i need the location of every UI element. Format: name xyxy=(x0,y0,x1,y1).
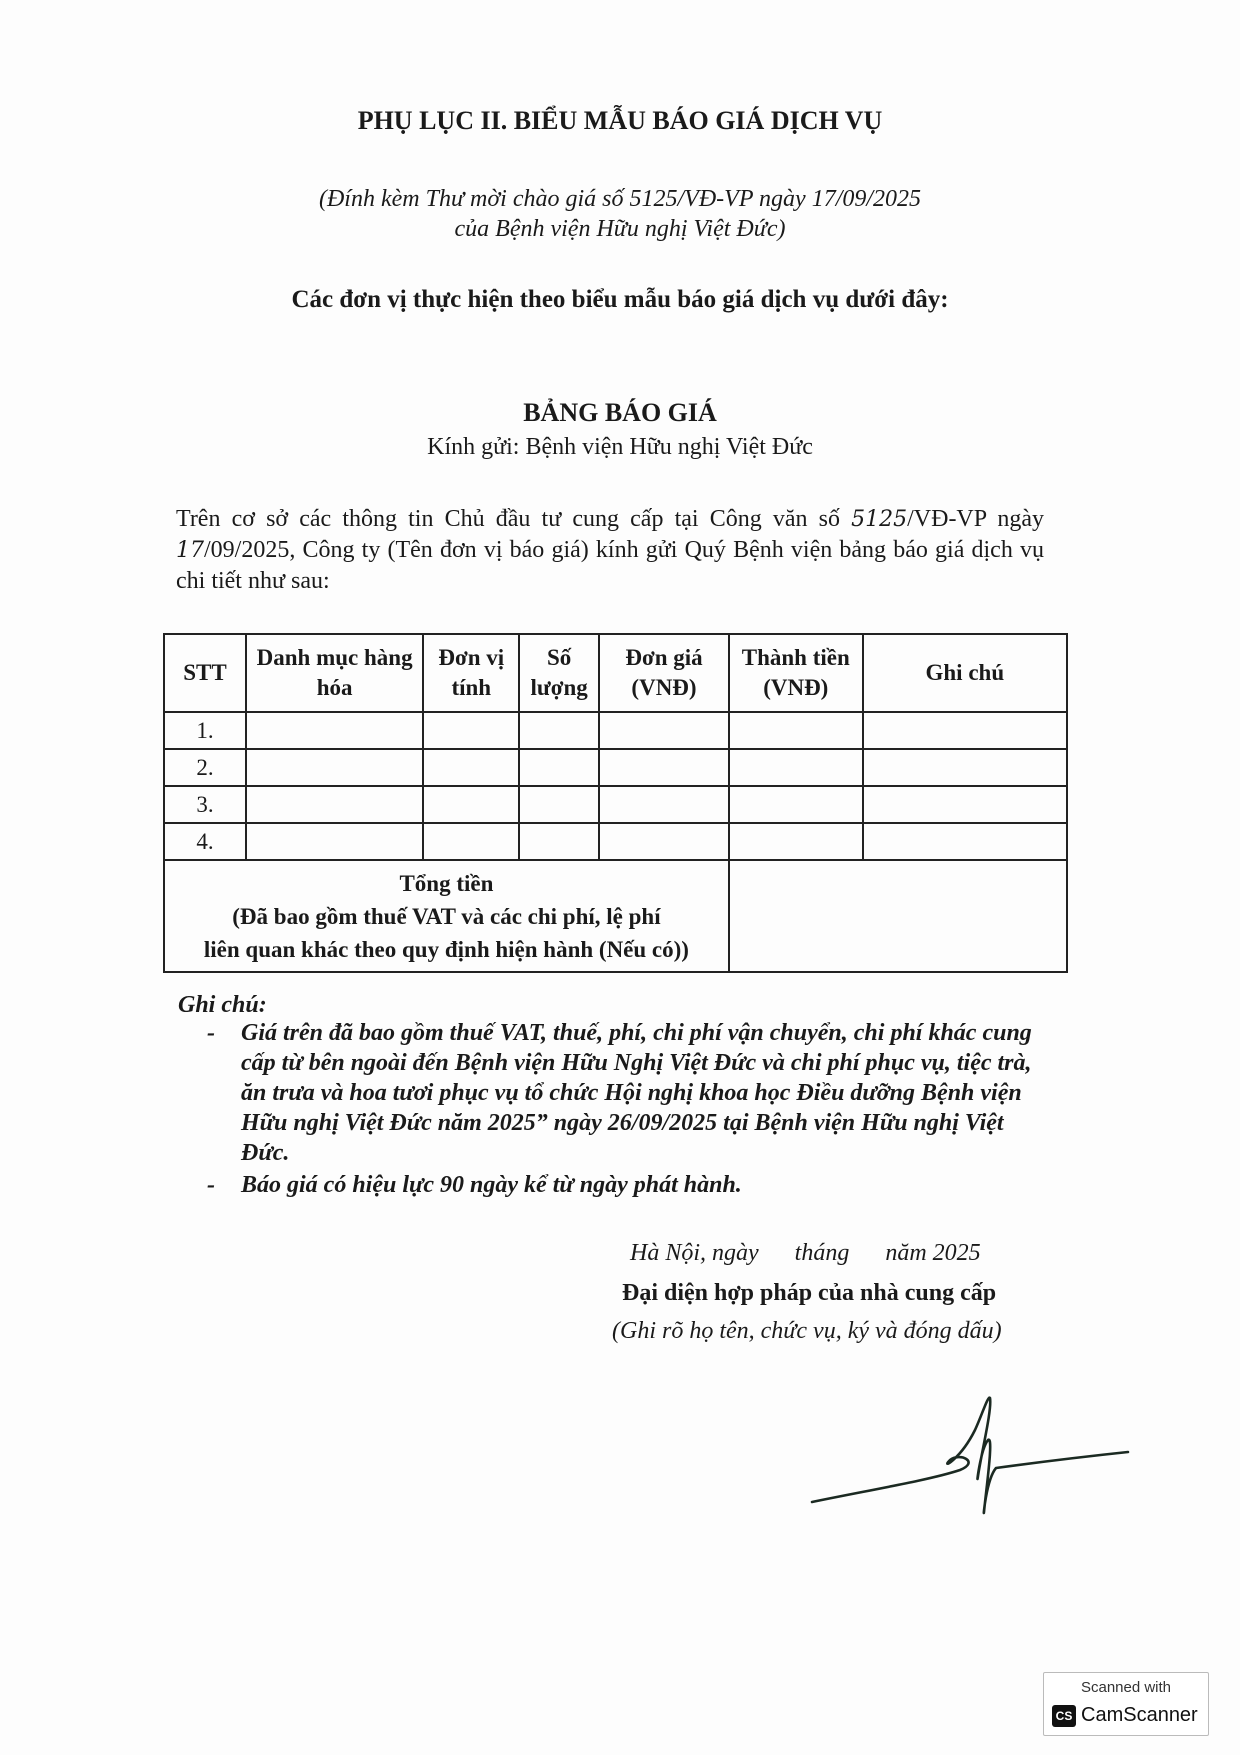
header-unit-price: Đơn giá (VNĐ) xyxy=(599,634,729,712)
scanned-with-text: Scanned with xyxy=(1080,1679,1172,1696)
table-row xyxy=(164,786,1067,823)
camscanner-logo-icon: CS xyxy=(1052,1705,1076,1727)
notes-title: Ghi chú: xyxy=(178,992,267,1018)
camscanner-name: CamScanner xyxy=(1081,1704,1198,1726)
dispatch-number: 5125 xyxy=(851,507,908,532)
cell xyxy=(423,749,519,786)
cell xyxy=(599,712,729,749)
note-bullet: - xyxy=(207,1172,215,1198)
price-quote-table xyxy=(163,633,1068,973)
intro-text-1: Trên cơ sở các thông tin Chủ đầu tư cung cấp tại Công văn số xyxy=(176,506,852,532)
cell xyxy=(423,823,519,860)
cell xyxy=(729,749,863,786)
note-item xyxy=(207,1018,1037,1168)
cell xyxy=(863,823,1067,860)
total-label xyxy=(164,860,729,972)
place-date: Hà Nội, ngày tháng năm 2025 xyxy=(630,1240,981,1266)
intro-text-2: /VĐ-VP ngày xyxy=(907,506,1045,532)
cell xyxy=(246,823,424,860)
camscanner-badge xyxy=(1043,1672,1209,1736)
table-row xyxy=(164,749,1067,786)
header-item: Danh mục hàng hóa xyxy=(246,634,424,712)
document-title: PHỤ LỤC II. BIỂU MẪU BÁO GIÁ DỊCH VỤ xyxy=(357,106,883,135)
cell xyxy=(599,749,729,786)
note-bullet: - xyxy=(207,1020,215,1046)
table-row xyxy=(164,823,1067,860)
cell xyxy=(599,823,729,860)
dispatch-day: 17 xyxy=(176,538,204,563)
cell xyxy=(246,786,424,823)
header-amount: Thành tiền (VNĐ) xyxy=(729,634,863,712)
cell xyxy=(863,712,1067,749)
handwritten-signature xyxy=(810,1390,1130,1530)
cell xyxy=(519,786,599,823)
cell xyxy=(729,823,863,860)
total-label-line2: (Đã bao gồm thuế VAT và các chi phí, lệ phí xyxy=(232,903,661,929)
cell xyxy=(519,823,599,860)
recipient-line: Kính gửi: Bệnh viện Hữu nghị Việt Đức xyxy=(427,434,813,460)
header-quantity: Số lượng xyxy=(519,634,599,712)
cell xyxy=(519,712,599,749)
cell xyxy=(729,786,863,823)
row-stt: 4. xyxy=(164,823,246,860)
intro-paragraph xyxy=(176,504,1044,596)
header-note: Ghi chú xyxy=(863,634,1067,712)
cell xyxy=(519,749,599,786)
cell xyxy=(423,712,519,749)
quote-title: BẢNG BÁO GIÁ xyxy=(523,398,717,427)
note-item xyxy=(207,1170,1037,1200)
total-label-line3: liên quan khác theo quy định hiện hành (Nếu có)) xyxy=(203,936,689,962)
row-stt: 1. xyxy=(164,712,246,749)
total-value-cell xyxy=(729,860,1067,972)
signature-hint: (Ghi rõ họ tên, chức vụ, ký và đóng dấu) xyxy=(612,1318,1002,1344)
cell xyxy=(599,786,729,823)
header-stt: STT xyxy=(164,634,246,712)
total-label-line1: Tổng tiền xyxy=(399,870,494,896)
row-stt: 3. xyxy=(164,786,246,823)
table-header-row xyxy=(164,634,1067,712)
cell xyxy=(246,749,424,786)
table-row xyxy=(164,712,1067,749)
signatory-title: Đại diện hợp pháp của nhà cung cấp xyxy=(622,1280,997,1306)
cell xyxy=(729,712,863,749)
note-text: Báo giá có hiệu lực 90 ngày kể từ ngày phát hành. xyxy=(241,1172,742,1198)
cell xyxy=(423,786,519,823)
total-row xyxy=(164,860,1067,972)
cell xyxy=(863,786,1067,823)
intro-text-3: /09/2025, Công ty (Tên đơn vị báo giá) kính gửi Quý Bệnh viện bảng báo giá dịch vụ chi tiết như sau: xyxy=(176,537,1044,594)
header-unit: Đơn vị tính xyxy=(423,634,519,712)
cell xyxy=(246,712,424,749)
attachment-issuer: của Bệnh viện Hữu nghị Việt Đức) xyxy=(454,216,786,242)
note-text: Giá trên đã bao gồm thuế VAT, thuế, phí, chi phí vận chuyển, chi phí khác cung cấp từ bên ngoài đến Bệnh viện Hữu Nghị Việt Đức và chi phí phục vụ, tiệc trà, ăn trưa và hoa tươi phục vụ tổ chức Hội nghị khoa học Điều dưỡng Bệnh viện Hữu nghị Việt Đức năm 2025” ngày 26/09/2025 tại Bệnh viện Hữu nghị Việt Đức. xyxy=(241,1020,1032,1166)
row-stt: 2. xyxy=(164,749,246,786)
attachment-reference: (Đính kèm Thư mời chào giá số 5125/VĐ-VP ngày 17/09/2025 xyxy=(318,186,922,212)
instruction-text: Các đơn vị thực hiện theo biểu mẫu báo giá dịch vụ dưới đây: xyxy=(291,286,949,313)
cell xyxy=(863,749,1067,786)
